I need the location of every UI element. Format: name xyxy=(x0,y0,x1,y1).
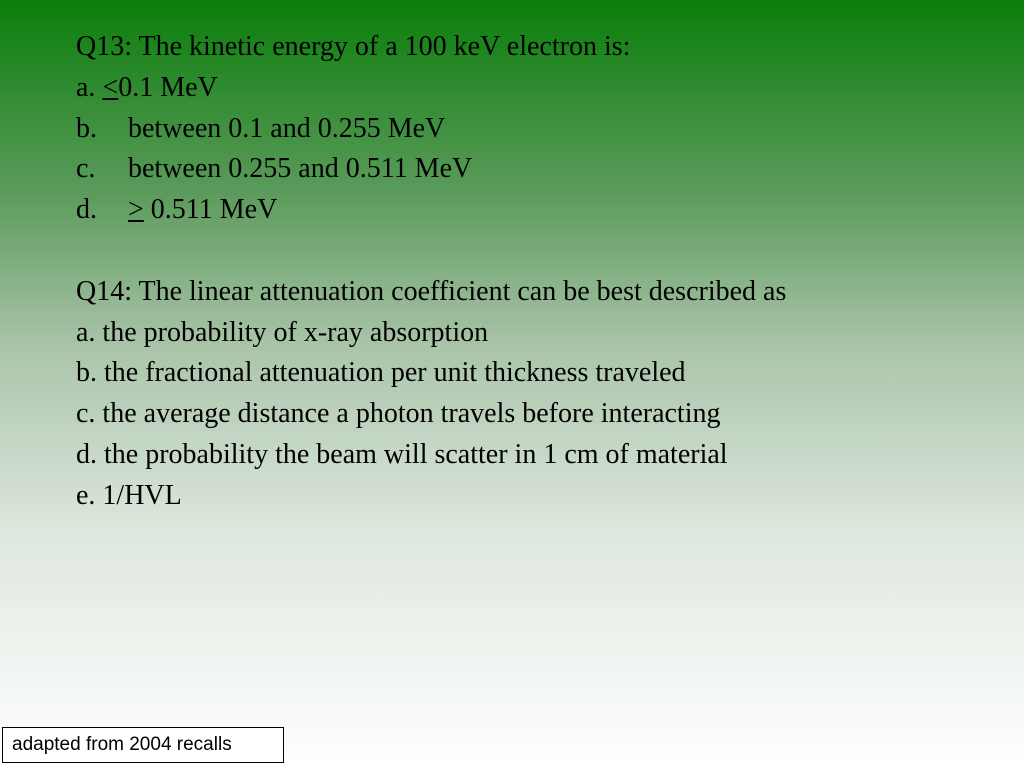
q14-option-e: e. 1/HVL xyxy=(76,479,182,511)
q14-option-d: d. the probability the beam will scatter in 1 cm of material xyxy=(76,438,728,470)
q14-question: Q14: The linear attenuation coefficient can be best described as xyxy=(76,275,787,307)
q14-option-b: b. the fractional attenuation per unit thickness traveled xyxy=(76,357,686,389)
q13-option-a xyxy=(76,68,996,109)
question-spacer xyxy=(76,231,996,272)
q13-option-c-text: between 0.255 and 0.511 MeV xyxy=(128,153,473,185)
q13-option-d xyxy=(76,190,996,231)
q13-option-a-marker: a. xyxy=(76,71,96,103)
q13-option-b xyxy=(76,109,996,150)
q14-option-c: c. the average distance a photon travels before interacting xyxy=(76,398,721,430)
q14-option-a: a. the probability of x-ray absorption xyxy=(76,316,489,348)
source-note: adapted from 2004 recalls xyxy=(2,727,284,763)
slide-content xyxy=(76,27,996,517)
q13-option-d-text: 0.511 MeV xyxy=(143,194,278,226)
q13-option-a-symbol: < xyxy=(102,71,119,103)
q13-option-b-text: between 0.1 and 0.255 MeV xyxy=(128,112,446,144)
q13-option-d-marker: d. xyxy=(76,194,97,226)
q13-option-b-marker: b. xyxy=(76,112,97,144)
q13-option-d-symbol: > xyxy=(128,194,144,226)
q13-option-a-text: 0.1 MeV xyxy=(118,71,218,103)
q13-option-c xyxy=(76,149,996,190)
q13-question: Q13: The kinetic energy of a 100 keV electron is: xyxy=(76,31,631,62)
q13-option-c-marker: c. xyxy=(76,153,96,185)
